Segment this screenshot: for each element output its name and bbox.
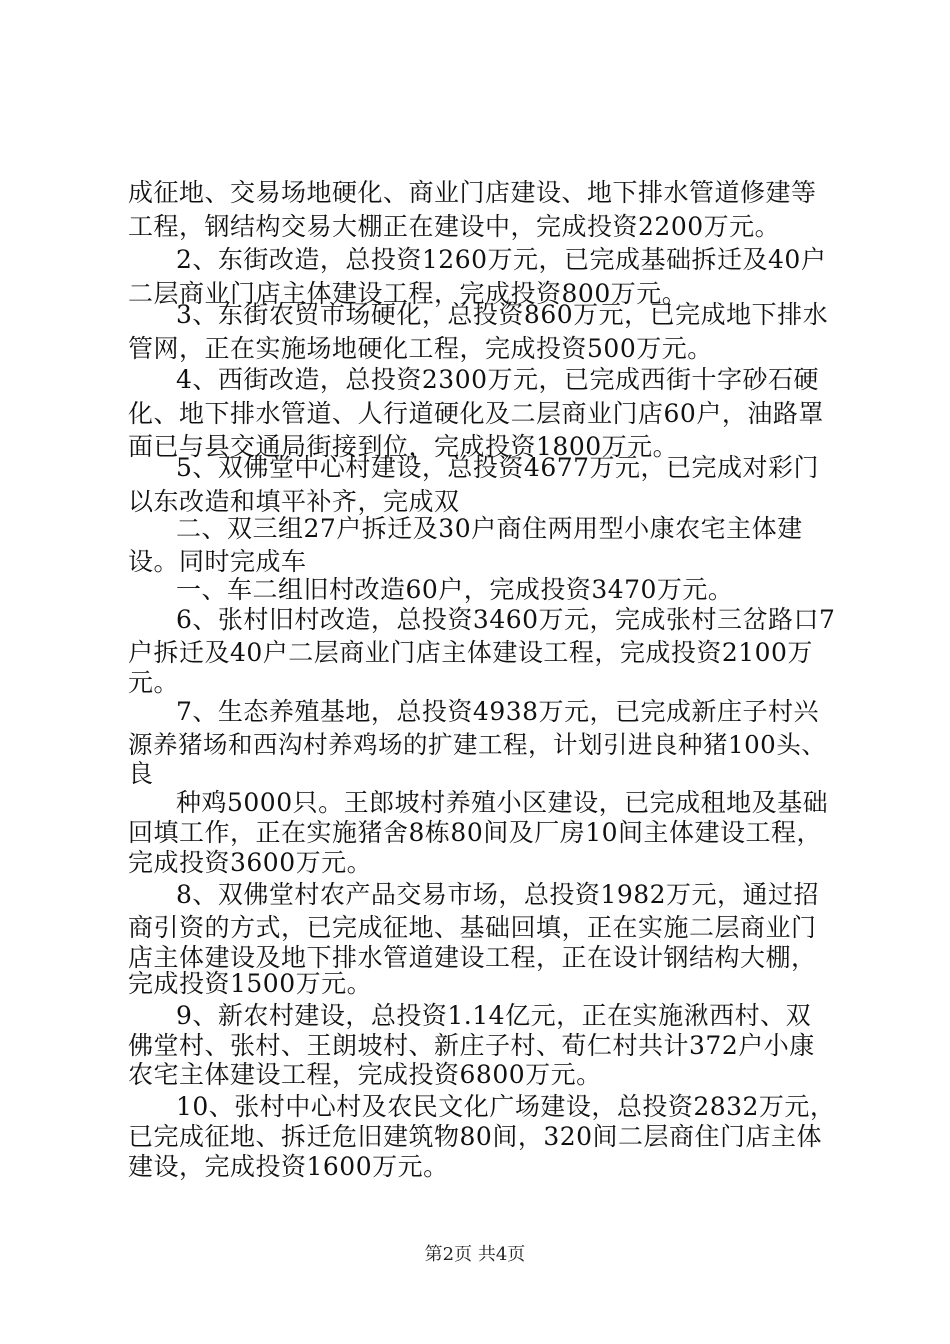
paragraph-line: 面已与县交通局街接到位，完成投资1800万元。 xyxy=(128,432,679,461)
paragraph-line: 良 xyxy=(128,759,154,788)
paragraph-line: 成征地、交易场地硬化、商业门店建设、地下排水管道修建等 xyxy=(128,178,817,207)
paragraph-line: 完成投资1500万元。 xyxy=(128,969,373,998)
paragraph-line: 10、张村中心村及农民文化广场建设，总投资2832万元， xyxy=(176,1092,836,1121)
paragraph-line: 7、生态养殖基地，总投资4938万元，已完成新庄子村兴 xyxy=(176,697,820,726)
paragraph-line: 8、双佛堂村农产品交易市场，总投资1982万元，通过招 xyxy=(176,880,820,909)
paragraph-line: 工程，钢结构交易大棚正在建设中，完成投资2200万元。 xyxy=(128,212,781,241)
paragraph-line: 元。 xyxy=(128,668,180,697)
paragraph-line: 源养猪场和西沟村养鸡场的扩建工程，计划引进良种猪100头、 xyxy=(128,730,827,759)
paragraph-line: 化、地下排水管道、人行道硬化及二层商业门店60户，油路罩 xyxy=(128,399,824,428)
paragraph-line: 以东改造和填平补齐，完成双 xyxy=(128,487,460,516)
paragraph-line: 3、东街农贸市场硬化，总投资860万元，已完成地下排水 xyxy=(176,300,829,329)
paragraph-line: 佛堂村、张村、王朗坡村、新庄子村、荀仁村共计372户小康 xyxy=(128,1031,815,1060)
paragraph-line: 一、车二组旧村改造60户，完成投资3470万元。 xyxy=(176,575,734,604)
paragraph-line: 设。同时完成车 xyxy=(128,547,307,576)
paragraph-line: 6、张村旧村改造，总投资3460万元，完成张村三岔路口7 xyxy=(176,605,836,634)
paragraph-line: 完成投资3600万元。 xyxy=(128,848,373,877)
paragraph-line: 商引资的方式，已完成征地、基础回填，正在实施二层商业门 xyxy=(128,913,817,942)
paragraph-line: 农宅主体建设工程，完成投资6800万元。 xyxy=(128,1060,602,1089)
paragraph-line: 管网，正在实施场地硬化工程，完成投资500万元。 xyxy=(128,334,713,363)
paragraph-line: 户拆迁及40户二层商业门店主体建设工程，完成投资2100万 xyxy=(128,638,813,667)
paragraph-line: 种鸡5000只。王郎坡村养殖小区建设，已完成租地及基础 xyxy=(176,788,829,817)
paragraph-line: 回填工作，正在实施猪舍8栋80间及厂房10间主体建设工程， xyxy=(128,818,823,847)
page-number-footer: 第2页 共4页 xyxy=(424,1244,526,1265)
paragraph-line: 建设，完成投资1600万元。 xyxy=(128,1152,449,1181)
paragraph-line: 4、西街改造，总投资2300万元，已完成西街十字砂石硬 xyxy=(176,365,820,394)
paragraph-line: 已完成征地、拆迁危旧建筑物80间，320间二层商住门店主体 xyxy=(128,1122,823,1151)
paragraph-line: 店主体建设及地下排水管道建设工程，正在设计钢结构大棚， xyxy=(128,943,817,972)
paragraph-line: 5、双佛堂中心村建设，总投资4677万元，已完成对彩门 xyxy=(176,453,820,482)
paragraph-line: 9、新农村建设，总投资1.14亿元，正在实施湫西村、双 xyxy=(176,1001,812,1030)
paragraph-line: 二层商业门店主体建设工程，完成投资800万元。 xyxy=(128,279,688,308)
paragraph-line: 二、双三组27户拆迁及30户商住两用型小康农宅主体建 xyxy=(176,514,803,543)
paragraph-line: 2、东街改造，总投资1260万元，已完成基础拆迁及40户 xyxy=(176,245,827,274)
